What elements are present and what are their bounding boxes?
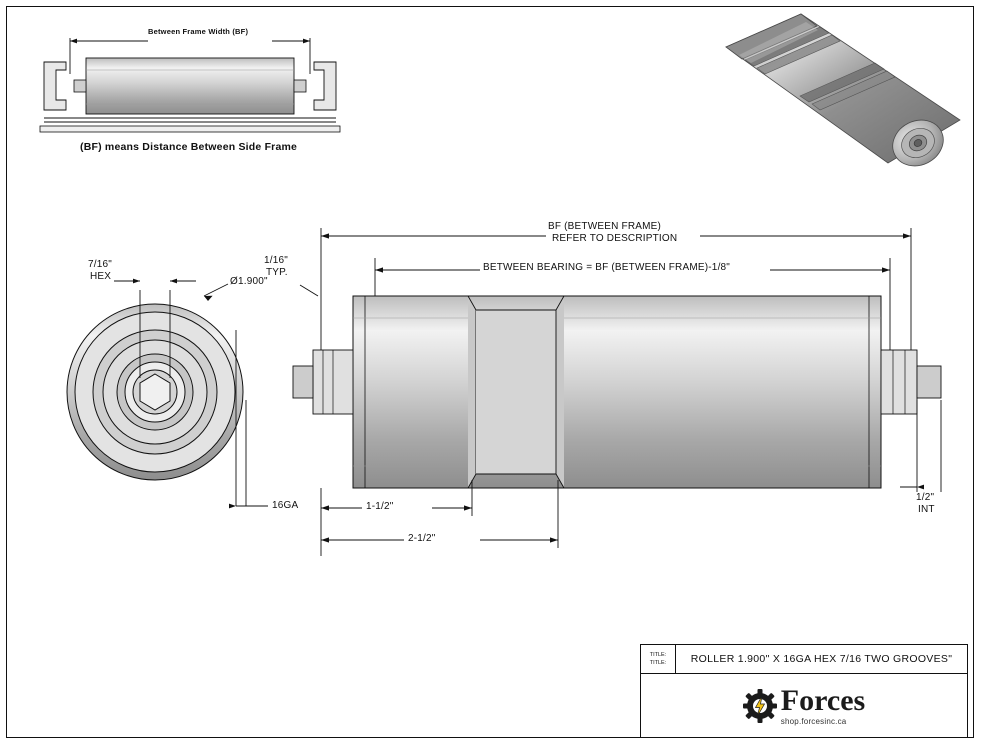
label-bf-width: Between Frame Width (BF)	[148, 27, 249, 36]
label-shaft-int-line2: INT	[918, 504, 935, 515]
brand-text	[781, 686, 865, 726]
title-block-title-row	[641, 645, 967, 674]
label-gauge: 16GA	[272, 500, 299, 511]
brand-url: shop.forcesinc.ca	[780, 717, 847, 726]
isometric-roller-view	[726, 14, 960, 174]
side-view-roller	[293, 296, 941, 488]
end-view-circle	[67, 300, 243, 484]
title-caption-line2: TITLE:	[649, 660, 667, 666]
label-groove-offset: 1-1/2"	[366, 501, 394, 512]
dimension-groove-spacing	[321, 480, 558, 548]
top-left-frame-view	[40, 38, 340, 132]
gear-icon	[743, 689, 777, 723]
label-diameter: Ø1.900"	[230, 276, 268, 287]
label-groove-spacing: 2-1/2"	[408, 533, 436, 544]
label-between-bearing: BETWEEN BEARING = BF (BETWEEN FRAME)-1/8"	[483, 262, 731, 273]
label-shaft-int-line1: 1/2"	[916, 492, 935, 503]
title-block-logo-row	[641, 674, 967, 738]
leader-diameter	[204, 284, 228, 301]
title-caption-line1: TITLE:	[649, 651, 667, 658]
brand-name: Forces	[780, 684, 866, 717]
label-typ-line2: TYP.	[266, 267, 288, 278]
title-block-caption	[641, 645, 676, 673]
label-hex-line1: 7/16"	[88, 259, 113, 270]
brand-logo	[743, 686, 865, 726]
title-block-part-title: ROLLER 1.900" X 16GA HEX 7/16 TWO GROOVES"	[690, 653, 953, 665]
label-bf-note: (BF) means Distance Between Side Frame	[80, 141, 298, 153]
dimension-groove-offset	[321, 480, 472, 556]
title-block	[640, 644, 968, 738]
label-typ-line1: 1/16"	[264, 255, 289, 266]
label-bf-line1: BF (BETWEEN FRAME)	[548, 221, 662, 232]
label-hex-line2: HEX	[90, 271, 112, 282]
label-bf-line2: REFER TO DESCRIPTION	[552, 233, 678, 244]
